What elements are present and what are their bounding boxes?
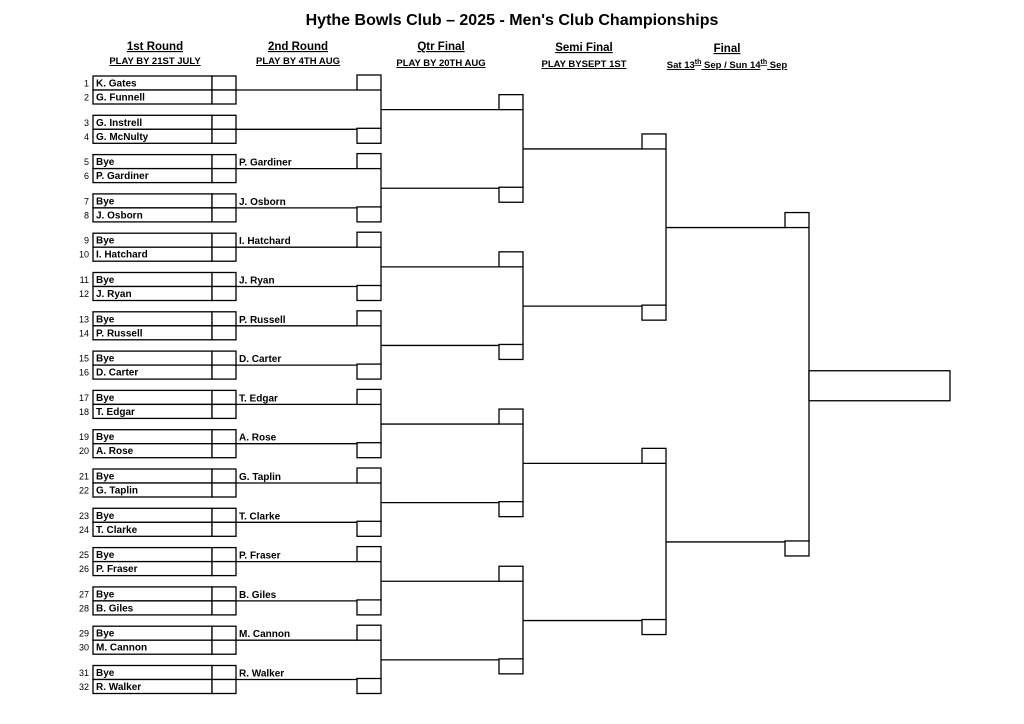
score-box[interactable] [212, 351, 236, 365]
player-name: Bye [96, 275, 115, 286]
player-name: T. Clarke [96, 524, 138, 536]
player-name: Bye [96, 314, 115, 326]
score-box[interactable] [212, 169, 236, 183]
second-round-score-box[interactable] [357, 547, 381, 562]
first-round-slot[interactable] [79, 365, 236, 379]
player-name: Bye [96, 628, 115, 640]
player-name: K. Gates [96, 78, 137, 90]
draw-number: 20 [78, 446, 89, 457]
draw-number: 31 [78, 668, 89, 678]
second-round-score-box[interactable] [357, 207, 381, 222]
second-round-player: M. Cannon [239, 629, 291, 641]
first-round-slot[interactable] [79, 666, 236, 680]
player-name: Bye [96, 235, 115, 247]
semi-final-score-box[interactable] [642, 134, 666, 149]
draw-number: 8 [83, 210, 89, 221]
first-round-slot[interactable] [80, 273, 236, 287]
score-box[interactable] [212, 194, 236, 208]
quarter-final-score-box[interactable] [499, 187, 523, 202]
draw-number: 9 [83, 235, 89, 246]
first-round-slot[interactable] [79, 626, 236, 640]
score-box[interactable] [212, 208, 236, 222]
draw-number: 3 [83, 117, 89, 128]
draw-number: 16 [78, 367, 89, 378]
draw-number: 27 [78, 589, 89, 600]
player-name: G. McNulty [96, 131, 149, 143]
first-round-slot[interactable] [79, 351, 236, 365]
second-round-score-box[interactable] [357, 600, 381, 615]
player-name: Bye [96, 392, 115, 404]
score-box[interactable] [212, 90, 236, 104]
first-round-slot[interactable] [79, 562, 236, 576]
player-name: Bye [96, 550, 115, 562]
quarter-final-score-box[interactable] [499, 566, 523, 581]
score-box[interactable] [212, 129, 236, 143]
first-round-slot[interactable] [79, 680, 236, 694]
score-box[interactable] [212, 587, 236, 601]
draw-number: 26 [78, 564, 89, 575]
player-name: Bye [96, 196, 115, 208]
second-round-player: J. Osborn [239, 196, 286, 208]
round-title: Qtr Final [417, 41, 465, 53]
semi-final-score-box[interactable] [642, 620, 666, 635]
draw-number: 21 [78, 471, 89, 482]
second-round-score-box[interactable] [357, 364, 381, 379]
score-box[interactable] [212, 469, 236, 483]
draw-number: 12 [78, 289, 89, 299]
draw-number: 4 [83, 131, 89, 142]
first-round-slot[interactable] [84, 233, 236, 247]
score-box[interactable] [212, 76, 236, 90]
first-round-slot[interactable] [84, 129, 236, 143]
second-round-score-box[interactable] [357, 75, 381, 90]
quarter-final-score-box[interactable] [499, 95, 523, 110]
draw-number: 13 [78, 314, 89, 325]
quarter-final-score-box[interactable] [499, 659, 523, 674]
score-box[interactable] [212, 562, 236, 576]
draw-number: 5 [83, 157, 89, 168]
round-deadline: PLAY BY 21ST JULY [109, 56, 201, 67]
player-name: D. Carter [96, 367, 139, 379]
first-round-slot[interactable] [84, 208, 236, 222]
player-name: Bye [96, 353, 115, 365]
player-name: Bye [96, 510, 115, 522]
second-round-player: T. Edgar [239, 393, 278, 405]
draw-number: 14 [78, 328, 89, 339]
player-name: I. Hatchard [96, 249, 148, 261]
player-name: Bye [96, 589, 115, 601]
draw-number: 11 [79, 275, 89, 285]
score-box[interactable] [212, 312, 236, 326]
first-round-slot[interactable] [79, 508, 236, 522]
second-round-score-box[interactable] [357, 521, 381, 536]
second-round-player: G. Taplin [239, 472, 282, 483]
semi-final-score-box[interactable] [642, 448, 666, 463]
round-deadline: PLAY BY 20TH AUG [396, 58, 486, 69]
player-name: P. Russell [96, 328, 143, 340]
second-round-player: P. Russell [239, 314, 286, 326]
first-round-slot[interactable] [79, 522, 236, 536]
score-box[interactable] [212, 522, 236, 536]
final-score-box[interactable] [785, 213, 809, 228]
draw-number: 10 [78, 249, 89, 260]
score-box[interactable] [212, 273, 236, 287]
score-box[interactable] [212, 155, 236, 169]
score-box[interactable] [212, 640, 236, 654]
score-box[interactable] [212, 365, 236, 379]
first-round-slot[interactable] [79, 444, 236, 458]
second-round-score-box[interactable] [357, 625, 381, 640]
player-name: Bye [96, 471, 115, 483]
first-round-slot[interactable] [84, 194, 236, 208]
round-title: Semi Final [555, 42, 613, 54]
draw-number: 30 [78, 642, 89, 653]
round-deadline: PLAY BY 4TH AUG [256, 56, 340, 67]
score-box[interactable] [212, 483, 236, 497]
round-deadline: PLAY BYSEPT 1ST [541, 59, 627, 70]
player-name: B. Giles [96, 603, 134, 615]
draw-number: 32 [78, 682, 89, 692]
score-box[interactable] [212, 430, 236, 444]
second-round-score-box[interactable] [357, 679, 381, 694]
first-round-slot[interactable] [79, 326, 236, 340]
quarter-final-score-box[interactable] [499, 502, 523, 517]
second-round-score-box[interactable] [357, 443, 381, 458]
second-round-player: P. Gardiner [239, 157, 292, 169]
player-name: A. Rose [96, 446, 134, 458]
draw-number: 1 [83, 78, 89, 89]
first-round-slot[interactable] [79, 287, 236, 301]
second-round-player: P. Fraser [239, 550, 281, 562]
second-round-score-box[interactable] [357, 468, 381, 483]
semi-final-score-box[interactable] [642, 305, 666, 320]
score-box[interactable] [212, 390, 236, 404]
first-round-slot[interactable] [79, 430, 236, 444]
round-header-3 [396, 41, 485, 69]
first-round-slot[interactable] [84, 76, 236, 90]
second-round-player: R. Walker [239, 668, 285, 680]
second-round-player: B. Giles [239, 589, 277, 601]
score-box[interactable] [212, 287, 236, 301]
round-title: 2nd Round [267, 41, 329, 53]
second-round-score-box[interactable] [357, 389, 381, 404]
player-name: G. Funnell [96, 92, 145, 104]
round-header-1 [109, 41, 201, 67]
score-box[interactable] [212, 326, 236, 340]
page-title: Hythe Bowls Club – 2025 - Men's Club Championships [305, 12, 719, 29]
score-box[interactable] [212, 601, 236, 615]
round-header-5 [667, 43, 788, 71]
score-box[interactable] [212, 680, 236, 694]
second-round-score-box[interactable] [357, 311, 381, 326]
player-name: G. Instrell [96, 117, 143, 129]
first-round-slot[interactable] [79, 312, 236, 326]
quarter-final-score-box[interactable] [499, 344, 523, 359]
first-round-slot[interactable] [79, 390, 236, 404]
first-round-slot[interactable] [79, 548, 236, 562]
score-box[interactable] [212, 247, 236, 261]
second-round-score-box[interactable] [357, 128, 381, 143]
second-round-score-box[interactable] [357, 232, 381, 247]
draw-number: 25 [78, 550, 89, 561]
player-name: J. Ryan [96, 289, 132, 300]
draw-number: 17 [78, 392, 89, 403]
draw-number: 7 [83, 196, 89, 207]
first-round-slot[interactable] [84, 169, 236, 183]
draw-number: 22 [78, 485, 89, 496]
draw-number: 2 [83, 92, 89, 103]
first-round-slot[interactable] [84, 90, 236, 104]
first-round-slot[interactable] [79, 247, 236, 261]
score-box[interactable] [212, 666, 236, 680]
round-header-4 [541, 42, 626, 70]
quarter-final-score-box[interactable] [499, 409, 523, 424]
first-round-slot[interactable] [79, 587, 236, 601]
winner-box[interactable] [809, 371, 950, 401]
second-round-player: J. Ryan [239, 275, 275, 287]
first-round-slot[interactable] [84, 115, 236, 129]
second-round-score-box[interactable] [357, 286, 381, 301]
player-name: Bye [96, 668, 115, 679]
round-header-2 [256, 41, 340, 67]
first-round-slot[interactable] [84, 155, 236, 169]
score-box[interactable] [212, 548, 236, 562]
second-round-player: A. Rose [239, 432, 277, 444]
score-box[interactable] [212, 444, 236, 458]
draw-number: 29 [78, 628, 89, 639]
second-round-score-box[interactable] [357, 154, 381, 169]
score-box[interactable] [212, 626, 236, 640]
first-round-slot[interactable] [79, 601, 236, 615]
draw-number: 15 [78, 353, 89, 364]
player-name: R. Walker [96, 682, 142, 693]
player-name: T. Edgar [96, 406, 135, 418]
second-round-player: D. Carter [239, 354, 282, 366]
draw-number: 6 [83, 171, 89, 182]
player-name: J. Osborn [96, 210, 143, 222]
round-title: Final [713, 43, 741, 55]
player-name: P. Fraser [96, 564, 138, 576]
draw-number: 24 [78, 524, 89, 535]
second-round-player: I. Hatchard [239, 236, 291, 248]
player-name: Bye [96, 432, 115, 444]
quarter-final-score-box[interactable] [499, 252, 523, 267]
first-round-slot[interactable] [79, 404, 236, 418]
player-name: P. Gardiner [96, 171, 149, 183]
final-score-box[interactable] [785, 541, 809, 556]
round-title: 1st Round [126, 41, 184, 53]
score-box[interactable] [212, 115, 236, 129]
second-round-player: T. Clarke [239, 511, 281, 523]
player-name: Bye [96, 157, 115, 169]
first-round-slot[interactable] [79, 640, 236, 654]
player-name: G. Taplin [96, 485, 139, 497]
score-box[interactable] [212, 508, 236, 522]
score-box[interactable] [212, 404, 236, 418]
draw-number: 23 [78, 510, 89, 521]
score-box[interactable] [212, 233, 236, 247]
draw-number: 19 [78, 432, 89, 443]
draw-number: 28 [78, 603, 89, 614]
player-name: M. Cannon [96, 642, 148, 654]
first-round-slot[interactable] [79, 483, 236, 497]
first-round-slot[interactable] [79, 469, 236, 483]
round-deadline: Sat 13th Sep / Sun 14th Sep [666, 59, 788, 71]
draw-number: 18 [78, 406, 89, 417]
